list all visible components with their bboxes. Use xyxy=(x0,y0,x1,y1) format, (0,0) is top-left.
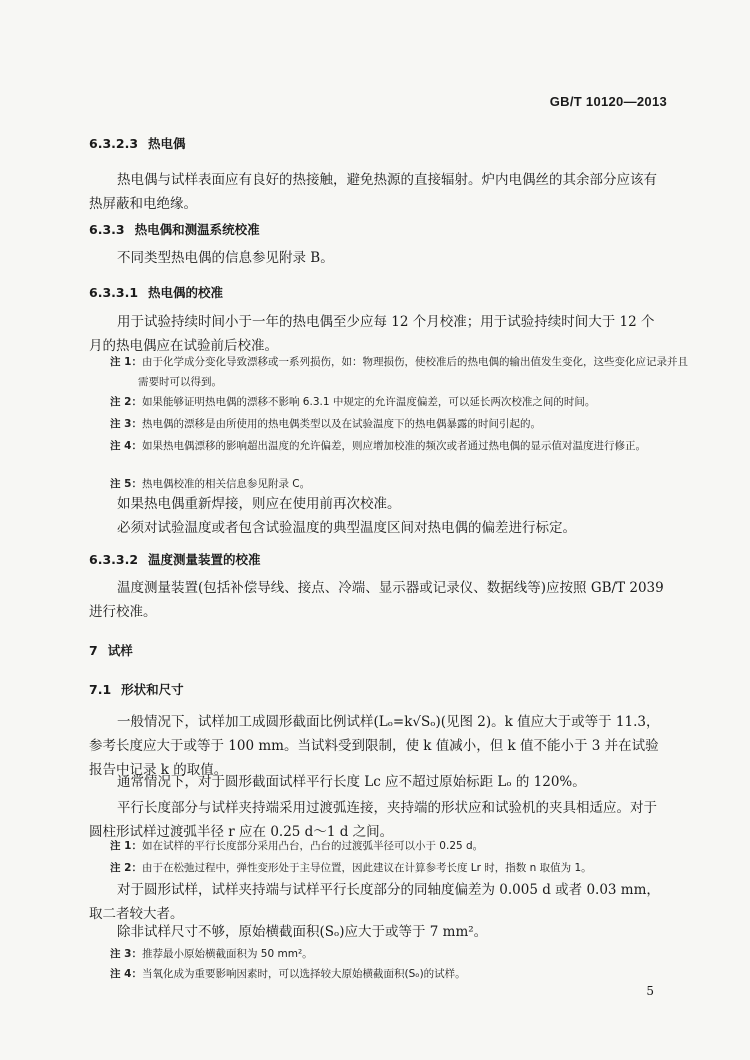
section-6-3-3 xyxy=(89,220,260,238)
section-number: 7 xyxy=(89,643,98,658)
section-7 xyxy=(89,641,133,659)
paragraph-11: 除非试样尺寸不够，原始横截面积(Sₒ)应大于或等于 7 mm²。 xyxy=(117,924,488,940)
note-4 xyxy=(110,436,698,456)
note-2-section-7 xyxy=(110,858,698,878)
note-5 xyxy=(110,474,698,494)
section-number: 6.3.3.1 xyxy=(89,285,139,300)
paragraph-5: 必须对试验温度或者包含试验温度的典型温度区间对热电偶的偏差进行标定。 xyxy=(117,520,576,536)
note-label: 注 1： xyxy=(110,840,142,852)
section-6-3-3-1 xyxy=(89,283,223,301)
note-label: 注 2： xyxy=(110,396,142,408)
note-text: 热电偶校准的相关信息参见附录 C。 xyxy=(141,478,311,490)
note-text: 如果能够证明热电偶的漂移不影响 6.3.1 中规定的允许温度偏差，可以延长两次校准之间的时间。 xyxy=(141,396,596,408)
section-title: 形状和尺寸 xyxy=(121,682,184,697)
note-1-section-7 xyxy=(110,836,698,856)
note-label: 注 3： xyxy=(110,948,142,960)
note-text: 由于化学成分变化导致漂移或一系列损伤，如：物理损伤，使校准后的热电偶的输出值发生变化，这些变化应记录并且需要时可以得到。 xyxy=(138,356,688,388)
note-label: 注 3： xyxy=(110,418,142,430)
paragraph-1: 热电偶与试样表面应有良好的热接触，避免热源的直接辐射。炉内电偶丝的其余部分应该有热屏蔽和电绝缘。 xyxy=(89,172,657,212)
note-text: 由于在松弛过程中，弹性变形处于主导位置，因此建议在计算参考长度 Lr 时，指数 n 取值为 1。 xyxy=(141,862,592,874)
note-2 xyxy=(110,392,698,412)
section-number: 6.3.3 xyxy=(89,222,125,237)
section-6-3-2-3 xyxy=(89,134,186,152)
section-title: 热电偶 xyxy=(148,136,186,151)
note-text: 热电偶的漂移是由所使用的热电偶类型以及在试验温度下的热电偶暴露的时间引起的。 xyxy=(141,418,541,430)
page-number: 5 xyxy=(646,984,654,998)
paragraph-9: 平行长度部分与试样夹持端采用过渡弧连接，夹持端的形状应和试验机的夹具相适应。对于圆柱形试样过渡弧半径 r 应在 0.25 d～1 d 之间。 xyxy=(89,800,657,840)
note-label: 注 4： xyxy=(110,440,142,452)
paragraph-6: 温度测量装置(包括补偿导线、接点、冷端、显示器或记录仪、数据线等)应按照 GB/T 2039 进行校准。 xyxy=(89,580,664,620)
paragraph-10: 对于圆形试样，试样夹持端与试样平行长度部分的同轴度偏差为 0.005 d 或者 0.03 mm，取二者较大者。 xyxy=(89,882,660,922)
note-3 xyxy=(110,414,698,434)
note-text: 当氧化成为重要影响因素时，可以选择较大原始横截面积(Sₒ)的试样。 xyxy=(141,968,466,980)
note-4-section-7 xyxy=(110,964,698,984)
note-1 xyxy=(110,352,698,392)
note-3-section-7 xyxy=(110,944,698,964)
note-label: 注 5： xyxy=(110,478,142,490)
section-number: 7.1 xyxy=(89,682,112,697)
section-number: 6.3.3.2 xyxy=(89,552,139,567)
section-6-3-3-2 xyxy=(89,550,261,568)
paragraph-7: 一般情况下，试样加工成圆形截面比例试样(Lₒ=k√Sₒ)(见图 2)。k 值应大于或等于 11.3，参考长度应大于或等于 100 mm。当试料受到限制，使 k 值减小，但 k 值不能小于 3 并在试验报告中记录 k 的取值。 xyxy=(89,714,660,778)
section-title: 温度测量装置的校准 xyxy=(148,552,261,567)
paragraph-2: 不同类型热电偶的信息参见附录 B。 xyxy=(117,250,334,266)
section-title: 热电偶和测温系统校准 xyxy=(134,222,260,237)
note-text: 推荐最小原始横截面积为 50 mm²。 xyxy=(141,948,313,960)
paragraph-3: 用于试验持续时间小于一年的热电偶至少应每 12 个月校准；用于试验持续时间大于 12 个月的热电偶应在试验前后校准。 xyxy=(89,314,655,354)
section-title: 试样 xyxy=(107,643,133,658)
section-7-1 xyxy=(89,680,184,698)
note-label: 注 2： xyxy=(110,862,142,874)
note-label: 注 4： xyxy=(110,968,142,980)
note-text: 如在试样的平行长度部分采用凸台，凸台的过渡弧半径可以小于 0.25 d。 xyxy=(141,840,484,852)
section-title: 热电偶的校准 xyxy=(148,285,224,300)
paragraph-8: 通常情况下，对于圆形截面试样平行长度 Lc 应不超过原始标距 Lₒ 的 120%。 xyxy=(117,774,586,790)
note-label: 注 1： xyxy=(110,356,142,368)
paragraph-4: 如果热电偶重新焊接，则应在使用前再次校准。 xyxy=(117,496,401,512)
note-text: 如果热电偶漂移的影响超出温度的允许偏差，则应增加校准的频次或者通过热电偶的显示值对温度进行修正。 xyxy=(141,440,646,452)
standard-code: GB/T 10120—2013 xyxy=(549,94,667,109)
section-number: 6.3.2.3 xyxy=(89,136,139,151)
